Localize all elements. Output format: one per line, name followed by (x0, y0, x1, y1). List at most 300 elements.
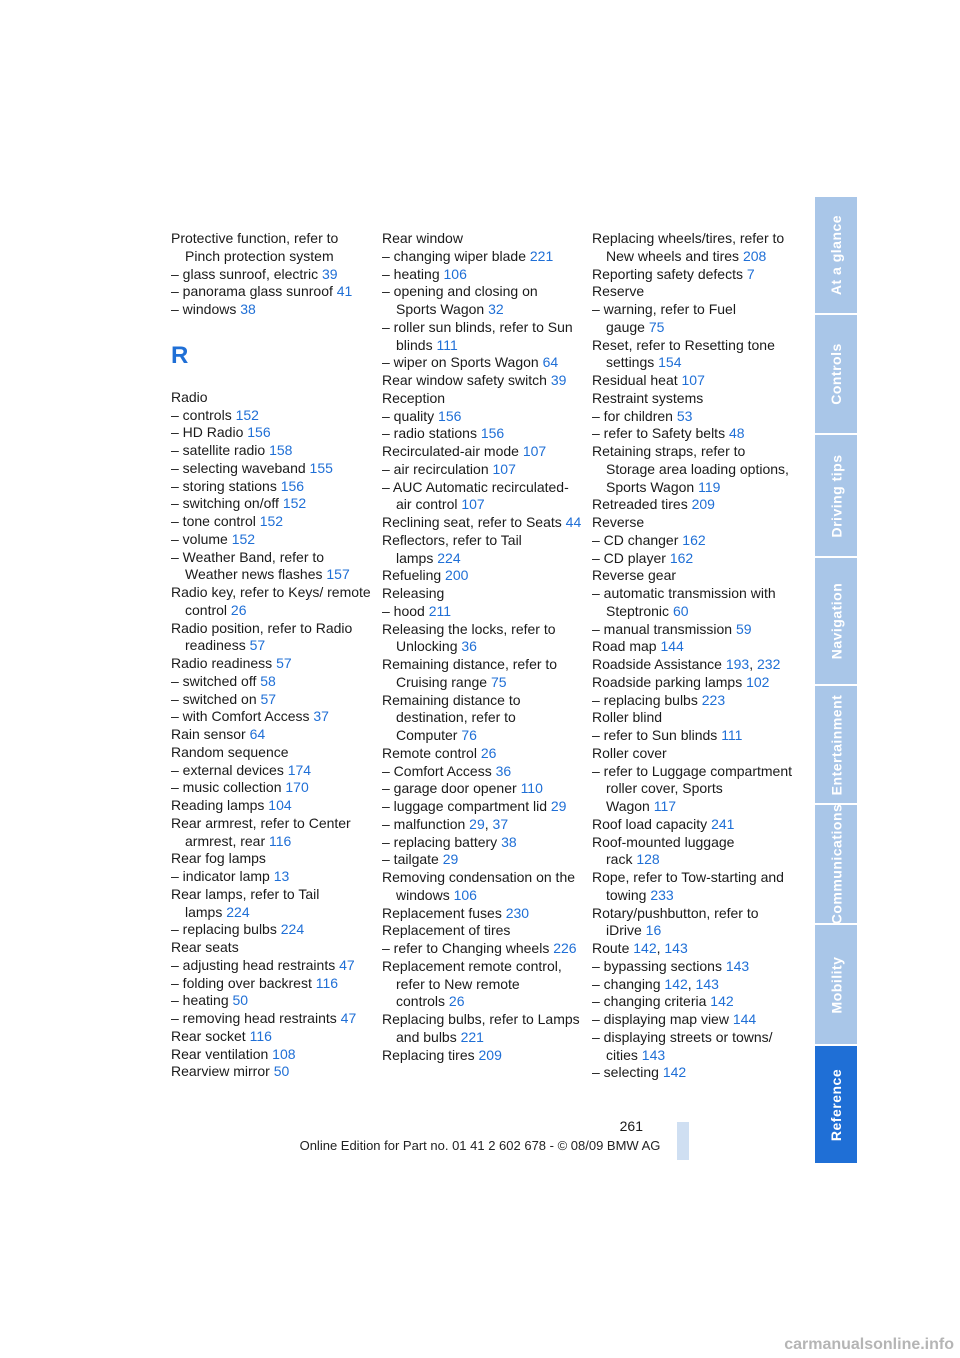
entry-term: Replacing tires (382, 1046, 475, 1063)
page-link[interactable]: 111 (436, 336, 458, 353)
entry-term: Remote control (382, 744, 477, 761)
entry-term: – luggage compartment lid (382, 798, 547, 814)
index-entry (592, 301, 792, 337)
page-link[interactable]: 76 (461, 727, 477, 743)
index-entry (171, 495, 371, 513)
entry-term: – panorama glass sunroof (171, 283, 333, 300)
index-entry (382, 603, 582, 621)
entry-term: Roller blind (592, 709, 663, 726)
page-link[interactable]: 37 (313, 708, 329, 725)
entry-term: Random sequence (171, 743, 289, 760)
entry-term: – refer to Sun blinds (592, 727, 718, 743)
index-entry (592, 567, 792, 585)
index-entry (171, 389, 371, 407)
index-entry (382, 390, 582, 408)
page-link[interactable]: 156 (247, 424, 271, 441)
entry-term: – air recirculation (382, 460, 489, 477)
index-entry (382, 869, 582, 905)
index-column-1 (171, 230, 371, 1081)
entry-term: Retaining straps, refer to Storage area loading options, Sports Wagon (592, 443, 789, 495)
page-link[interactable]: 208 (742, 247, 767, 264)
page-link[interactable]: 143 (641, 1046, 666, 1063)
page-link[interactable]: 142 (710, 993, 734, 1010)
entry-term: – heating (382, 265, 440, 282)
entry-term: – folding over backrest (171, 974, 312, 991)
entry-term: – wiper on Sports Wagon (382, 354, 539, 371)
page-link[interactable]: 143 (664, 940, 688, 956)
page-link[interactable]: 108 (272, 1045, 296, 1062)
index-entry (592, 283, 792, 301)
index-entry (171, 655, 371, 673)
entry-term: – refer to Safety belts (592, 425, 726, 442)
page-link[interactable]: 154 (658, 354, 682, 371)
page-link[interactable]: 53 (676, 407, 693, 424)
page-link[interactable]: 142 (633, 940, 657, 956)
footer-text: Online Edition for Part no. 01 41 2 602 678 - © 08/09 BMW AG (299, 1138, 661, 1153)
entry-term: – windows (171, 301, 237, 317)
page-link[interactable]: 7 (746, 265, 755, 282)
entry-term: – indicator lamp (171, 868, 270, 884)
entry-term: Remaining distance to destination, refer to Computer (382, 691, 521, 743)
page-link[interactable]: 57 (249, 637, 266, 654)
page-link[interactable]: 162 (669, 549, 694, 566)
entry-term: Recirculated-air mode (382, 443, 519, 459)
page-link[interactable]: 48 (728, 425, 745, 442)
page-link[interactable]: 64 (249, 726, 266, 742)
page-link[interactable]: 158 (269, 442, 293, 458)
index-entry (382, 283, 582, 319)
index-entry: – changing 142, 143 (592, 975, 719, 992)
index-entry (382, 230, 582, 248)
page-link[interactable]: 13 (273, 868, 290, 884)
entry-term: – CD changer (592, 531, 679, 548)
index-entry (171, 531, 371, 549)
page-link[interactable]: 39 (321, 265, 338, 282)
page-link[interactable]: 152 (259, 513, 284, 529)
index-entry (592, 1064, 792, 1082)
entry-term: Route (592, 940, 630, 956)
entry-term: Restraint systems (592, 389, 704, 406)
index-entry (382, 372, 582, 390)
page-link[interactable]: 162 (682, 531, 706, 548)
entry-term: Releasing (382, 585, 445, 601)
entry-term: Reserve (592, 283, 645, 300)
entry-term: – adjusting head restraints (171, 956, 336, 973)
page-link[interactable]: 58 (260, 672, 276, 689)
entry-term: Reclining seat, refer to Seats (382, 514, 562, 530)
index-entry (382, 763, 582, 781)
page-link[interactable]: 38 (240, 301, 256, 317)
entry-term: – hood (382, 602, 425, 619)
page-link[interactable]: 221 (460, 1028, 484, 1045)
index-entry (592, 337, 792, 373)
page-link[interactable]: 223 (701, 691, 726, 708)
entry-term: – automatic transmission with Steptronic (592, 585, 776, 619)
page-link[interactable]: 64 (542, 354, 559, 371)
entry-term: Road map (592, 638, 657, 655)
index-entry (382, 798, 582, 816)
page-link[interactable]: 107 (522, 443, 547, 459)
page-link[interactable]: 107 (681, 372, 705, 388)
section-tab-label: Reference (828, 1068, 845, 1141)
index-entry (382, 354, 582, 372)
index-entry (382, 834, 582, 852)
entry-term: – garage door opener (382, 780, 517, 797)
index-column-3 (592, 230, 792, 1082)
page-link[interactable]: 106 (453, 886, 477, 903)
page-link[interactable]: 57 (276, 655, 292, 671)
index-entry (592, 496, 792, 514)
page-link[interactable]: 107 (461, 496, 485, 513)
index-entry (382, 443, 582, 461)
page-link[interactable]: 36 (495, 762, 512, 779)
entry-term: Replacement fuses (382, 904, 502, 921)
page-link[interactable]: 44 (565, 514, 582, 530)
page-link[interactable]: 39 (550, 372, 567, 388)
page-link[interactable]: 209 (478, 1046, 502, 1063)
page-link[interactable]: 104 (268, 797, 292, 813)
entry-term: Radio readiness (171, 655, 273, 671)
index-entry (382, 1011, 582, 1047)
index-entry (382, 532, 582, 568)
index-entry (171, 301, 371, 319)
index-entry (592, 514, 792, 532)
page-link[interactable]: 142 (664, 975, 688, 992)
index-entry (382, 514, 582, 532)
index-entry (592, 390, 792, 408)
entry-term: – Comfort Access (382, 762, 492, 779)
section-tab-driving-tips[interactable] (815, 435, 857, 556)
index-entry (592, 266, 792, 284)
watermark: carmanualsonline.info (784, 1336, 954, 1353)
index-entry (171, 726, 371, 744)
page-link[interactable]: 232 (757, 656, 781, 672)
section-tab-at-a-glance[interactable] (815, 197, 857, 313)
page-link[interactable]: 241 (711, 815, 735, 832)
page-link[interactable]: 75 (648, 318, 665, 335)
entry-term: – HD Radio (171, 424, 244, 441)
index-entry (171, 460, 371, 478)
page-link[interactable]: 50 (232, 992, 249, 1009)
index-entry (592, 958, 792, 976)
entry-term: Radio key, refer to Keys/ remote control (171, 584, 371, 618)
entry-term: – refer to Changing wheels (382, 940, 550, 956)
page-link[interactable]: 26 (480, 744, 497, 761)
index-entry (382, 958, 582, 1011)
index-entry (592, 550, 792, 568)
index-entry (171, 779, 371, 797)
entry-term: Reflectors, refer to Tail lamps (382, 531, 522, 566)
index-column-2 (382, 230, 582, 1064)
entry-term: Radio position, refer to Radio readiness (171, 619, 353, 654)
index-entry (171, 939, 371, 957)
entry-term: Replacement of tires (382, 922, 511, 939)
entry-term: – bypassing sections (592, 957, 722, 974)
page-link[interactable]: 230 (505, 904, 530, 921)
index-entry (382, 425, 582, 443)
index-entry (592, 532, 792, 550)
page-link[interactable]: 47 (340, 1010, 357, 1026)
entry-term: – replacing bulbs (171, 921, 277, 938)
entry-term: – roller sun blinds, refer to Sun blinds (382, 318, 573, 353)
entry-term: – manual transmission (592, 620, 733, 637)
index-entry (592, 674, 792, 692)
page-number: 261 (619, 1118, 643, 1134)
entry-term: – with Comfort Access (171, 708, 310, 725)
index-entry (382, 692, 582, 745)
page-link[interactable]: 116 (269, 832, 292, 849)
entry-term: Protective function, refer to Pinch protection system (171, 230, 339, 264)
section-tab-label: Communications (828, 803, 845, 925)
index-entry (171, 957, 371, 975)
index-entry (592, 230, 792, 266)
index-entry (592, 585, 792, 621)
entry-term: Roadside parking lamps (592, 673, 743, 690)
entry-term: – glass sunroof, electric (171, 265, 319, 282)
page-link[interactable]: 224 (437, 549, 461, 566)
page-link[interactable]: 26 (230, 601, 247, 618)
page-link[interactable]: 117 (653, 798, 677, 814)
page-link[interactable]: 144 (732, 1011, 757, 1027)
page-link[interactable]: 156 (280, 477, 305, 494)
page-link[interactable]: 37 (492, 815, 509, 832)
entry-term: Reverse gear (592, 567, 677, 584)
entry-term: – quality (382, 407, 435, 424)
entry-term: – changing criteria (592, 993, 707, 1010)
entry-term: Retreaded tires (592, 496, 688, 513)
section-tab-controls[interactable] (815, 315, 857, 433)
section-tabs (815, 197, 857, 1160)
section-tab-entertainment[interactable] (815, 686, 857, 803)
page-link[interactable]: 170 (285, 779, 309, 796)
section-tab-label: Controls (828, 343, 844, 405)
page-link[interactable]: 142 (662, 1064, 687, 1081)
page-link[interactable]: 209 (691, 496, 715, 513)
page-link[interactable]: 155 (309, 459, 333, 476)
page-link[interactable]: 144 (660, 638, 684, 655)
entry-term: Residual heat (592, 372, 678, 388)
page-link[interactable]: 157 (326, 566, 350, 583)
index-entry (592, 1029, 792, 1065)
index-entry (592, 869, 792, 905)
page-link[interactable]: 152 (231, 530, 256, 547)
entry-term: – switching on/off (171, 495, 279, 512)
entry-term: Replacing bulbs, refer to Lamps and bulbs (382, 1011, 580, 1045)
index-entry (382, 266, 582, 284)
index-entry (592, 905, 792, 941)
entry-term: Replacement remote control, refer to New remote controls (382, 957, 562, 1010)
page-link[interactable]: 156 (438, 407, 462, 424)
index-entry (382, 408, 582, 426)
entry-term: Roof load capacity (592, 815, 708, 832)
index-entry (171, 283, 371, 301)
index-entry (171, 886, 371, 922)
page-link[interactable]: 32 (488, 301, 504, 317)
entry-term: Radio (171, 388, 208, 405)
section-tab-mobility[interactable] (815, 925, 857, 1044)
index-entry (592, 816, 792, 834)
page-link[interactable]: 143 (695, 975, 719, 992)
index-entry (592, 692, 792, 710)
index-entry (171, 815, 371, 851)
letter-heading: R (171, 341, 189, 369)
page-link[interactable]: 36 (461, 638, 477, 655)
entry-term: – radio stations (382, 425, 477, 442)
index-entry (171, 549, 371, 585)
entry-term: – opening and closing on Sports Wagon (382, 283, 538, 317)
page-link[interactable]: 59 (735, 620, 752, 637)
page-link[interactable]: 29 (550, 798, 567, 814)
index-entry (171, 584, 371, 620)
section-tab-label: Navigation (828, 582, 845, 660)
index-entry (592, 425, 792, 443)
page-link[interactable]: 211 (428, 602, 452, 619)
index-entry (382, 780, 582, 798)
index-entry (171, 1063, 371, 1081)
entry-term: – Weather Band, refer to Weather news flashes (171, 548, 325, 583)
page-link[interactable]: 116 (315, 974, 339, 991)
index-entry: Roadside Assistance 193, 232 (592, 656, 781, 672)
index-entry (592, 1011, 792, 1029)
page-link[interactable]: 128 (636, 851, 660, 868)
index-entry (592, 745, 792, 763)
index-entry (171, 850, 371, 868)
index-entry (171, 266, 371, 284)
section-tab-label: Mobility (828, 956, 845, 1013)
index-entry (171, 921, 371, 939)
page-link[interactable]: 200 (445, 567, 469, 584)
index-entry (382, 621, 582, 657)
page-link[interactable]: 50 (273, 1063, 290, 1080)
page-link[interactable]: 102 (746, 673, 770, 690)
page-link[interactable]: 111 (721, 727, 743, 743)
page-link[interactable]: 156 (480, 425, 505, 442)
index-entry (592, 834, 792, 870)
page-link[interactable]: 107 (492, 460, 516, 477)
page-link[interactable]: 193 (725, 656, 750, 672)
entry-term: – displaying streets or towns/ cities (592, 1028, 773, 1063)
entry-term: Releasing the locks, refer to Unlocking (382, 620, 556, 655)
entry-term: Rear armrest, refer to Center armrest, rear (171, 814, 351, 849)
entry-term: Roof-mounted luggage rack (592, 833, 735, 868)
entry-term: Rope, refer to Tow-starting and towing (592, 869, 784, 903)
page-link[interactable]: 143 (725, 957, 750, 974)
entry-term: Rear seats (171, 939, 239, 955)
page-link[interactable]: 116 (249, 1027, 272, 1044)
page-link[interactable]: 152 (235, 406, 259, 423)
index-entry (171, 975, 371, 993)
page-link[interactable]: 29 (469, 815, 485, 832)
entry-term: – AUC Automatic recirculated-air control (382, 478, 569, 513)
index-entry (171, 797, 371, 815)
entry-term: – refer to Luggage compartment roller cover, Sports Wagon (592, 762, 793, 814)
entry-term: – CD player (592, 549, 666, 566)
index-entry (382, 1047, 582, 1065)
index-entry (382, 851, 582, 869)
entry-term: – replacing bulbs (592, 691, 698, 708)
index-entry (171, 513, 371, 531)
index-entry (382, 567, 582, 585)
index-entry (171, 708, 371, 726)
entry-term: – storing stations (171, 477, 277, 494)
page-link[interactable]: 75 (490, 673, 507, 690)
entry-term: Roller cover (592, 744, 667, 761)
index-entry (592, 372, 792, 390)
page-link[interactable]: 221 (529, 247, 554, 264)
entry-term: Rear window safety switch (382, 372, 547, 388)
index-entry (382, 745, 582, 763)
entry-term: Removing condensation on the windows (382, 869, 576, 903)
index-entry (592, 763, 792, 816)
entry-term: Rear fog lamps (171, 850, 266, 867)
entry-term: Reading lamps (171, 797, 265, 813)
section-tab-label: At a glance (828, 214, 845, 296)
index-entry (382, 940, 582, 958)
entry-term: Rear socket (171, 1027, 246, 1044)
page-link[interactable]: 224 (226, 903, 250, 920)
page-link[interactable]: 47 (339, 956, 355, 973)
section-tab-navigation[interactable] (815, 558, 857, 684)
entry-term: – changing wiper blade (382, 247, 526, 264)
index-entry (382, 479, 582, 515)
page-link[interactable]: 16 (645, 922, 662, 939)
index-entry (171, 230, 371, 266)
index-entry (171, 1046, 371, 1064)
page-link[interactable]: 119 (698, 478, 721, 495)
page-link[interactable]: 57 (260, 690, 277, 707)
page-link[interactable]: 41 (336, 283, 353, 300)
page-link[interactable]: 152 (282, 495, 307, 512)
index-entry (382, 922, 582, 940)
entry-term: – switched off (171, 672, 257, 689)
entry-term: Rear window (382, 230, 463, 246)
index-entry (171, 992, 371, 1010)
page-link[interactable]: 106 (443, 265, 467, 282)
entry-term: – external devices (171, 761, 284, 778)
page-link[interactable]: 29 (442, 851, 459, 868)
entry-term: Reverse (592, 514, 645, 530)
entry-term: Reporting safety defects (592, 265, 743, 282)
entry-term: – malfunction (382, 815, 466, 832)
entry-term: – for children (592, 407, 673, 424)
index-entry (171, 1010, 371, 1028)
page-link[interactable]: 60 (672, 602, 689, 619)
page-link[interactable]: 224 (280, 921, 305, 938)
page-link[interactable]: 26 (448, 993, 465, 1010)
index-entry: Route 142, 143 (592, 940, 688, 956)
page-link[interactable]: 174 (287, 761, 312, 778)
index-entry (171, 478, 371, 496)
entry-term: – satellite radio (171, 442, 266, 458)
page-link[interactable]: 226 (553, 940, 577, 956)
entry-term: – volume (171, 530, 228, 547)
section-tab-communications[interactable] (815, 805, 857, 923)
page-link[interactable]: 110 (520, 780, 543, 797)
entry-term: Rear lamps, refer to Tail lamps (171, 885, 320, 920)
entry-term: Roadside Assistance (592, 656, 722, 672)
page-link[interactable]: 38 (501, 833, 517, 850)
entry-term: – controls (171, 406, 232, 423)
index-entry (171, 424, 371, 442)
entry-term: – tone control (171, 513, 256, 529)
index-entry (171, 407, 371, 425)
page-link[interactable]: 233 (650, 886, 674, 903)
entry-term: – selecting waveband (171, 459, 306, 476)
index-entry (171, 1028, 371, 1046)
entry-term: Rear ventilation (171, 1045, 269, 1062)
entry-term: – selecting (592, 1064, 659, 1081)
index-entry (592, 709, 792, 727)
